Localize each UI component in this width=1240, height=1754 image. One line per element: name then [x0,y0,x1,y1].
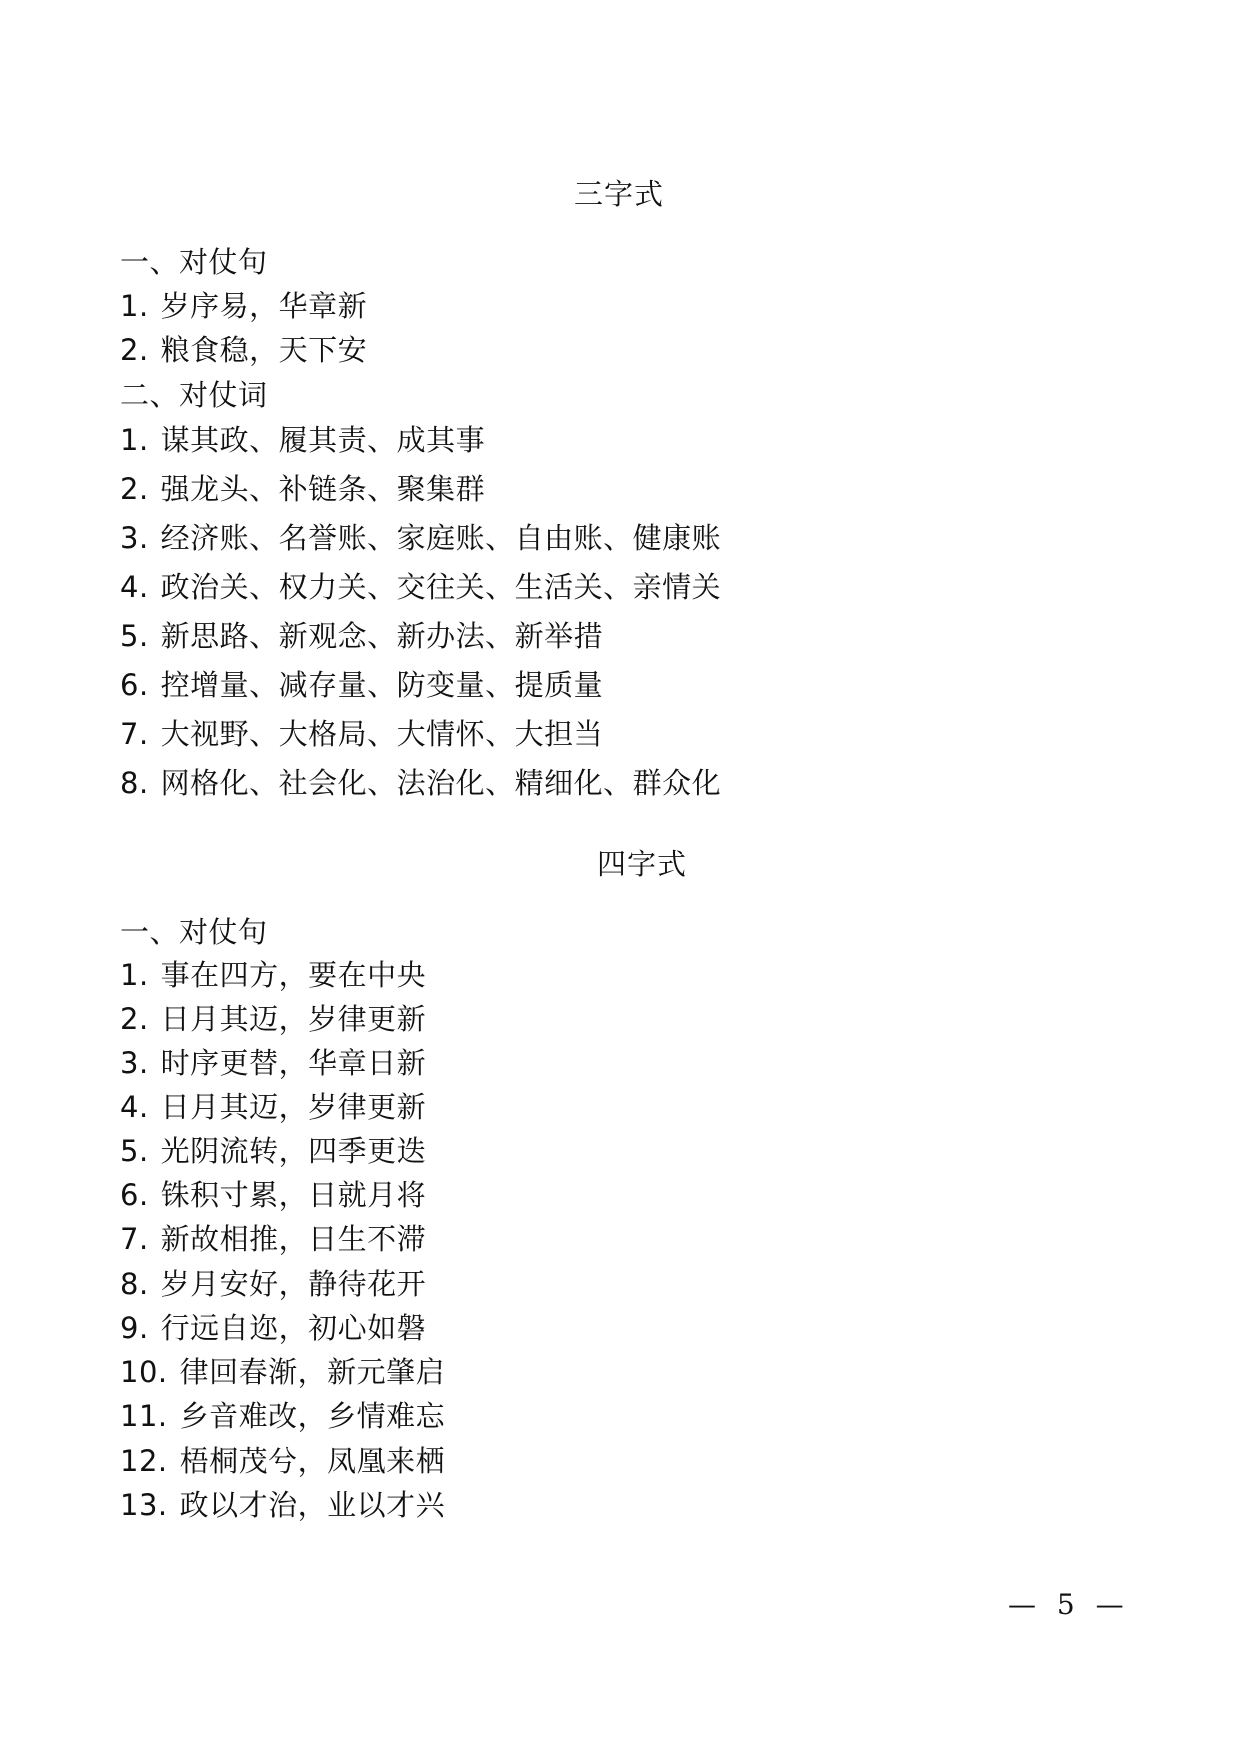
list-item [120,332,367,368]
list-item [120,1177,426,1213]
list-item [120,520,721,556]
part-heading: 二、对仗词 [120,378,268,412]
item-number: 4. [120,570,149,604]
list-item [120,1487,445,1523]
item-number: 2. [120,1002,149,1036]
item-text: 乡音难改，乡情难忘 [179,1399,446,1433]
item-number: 1. [120,958,149,992]
section-title-4: 四字式 [597,847,688,881]
item-text: 新故相推，日生不滞 [160,1222,427,1256]
list-item [120,471,485,507]
item-number: 1. [120,289,149,323]
item-text: 政治关、权力关、交往关、生活关、亲情关 [160,570,722,604]
list-item [120,667,603,703]
item-text: 日月其迈，岁律更新 [160,1090,427,1124]
item-text: 梧桐茂兮，凤凰来栖 [179,1444,446,1478]
part-heading: 一、对仗句 [120,915,268,949]
item-number: 1. [120,423,149,457]
list-item [120,288,367,324]
item-text: 光阴流转，四季更迭 [160,1134,427,1168]
item-number: 11. [120,1399,168,1433]
item-text: 谋其政、履其责、成其事 [160,423,486,457]
list-item [120,716,603,752]
item-number: 10. [120,1355,168,1389]
item-text: 律回春渐，新元肇启 [179,1355,446,1389]
item-number: 2. [120,472,149,506]
item-text: 大视野、大格局、大情怀、大担当 [160,717,604,751]
item-number: 3. [120,1046,149,1080]
item-number: 8. [120,766,149,800]
item-number: 12. [120,1444,168,1478]
list-item [120,765,721,801]
item-text: 日月其迈，岁律更新 [160,1002,427,1036]
item-text: 岁序易，华章新 [160,289,368,323]
part-heading: 一、对仗句 [120,245,268,279]
list-item [120,1398,445,1434]
item-text: 经济账、名誉账、家庭账、自由账、健康账 [160,521,722,555]
item-text: 控增量、减存量、防变量、提质量 [160,668,604,702]
item-number: 13. [120,1488,168,1522]
section-title-3: 三字式 [574,177,665,211]
list-item [120,1089,426,1125]
item-number: 7. [120,717,149,751]
list-item [120,618,603,654]
item-text: 网格化、社会化、法治化、精细化、群众化 [160,766,722,800]
item-number: 6. [120,1178,149,1212]
item-number: 2. [120,333,149,367]
item-number: 5. [120,1134,149,1168]
item-number: 4. [120,1090,149,1124]
item-text: 强龙头、补链条、聚集群 [160,472,486,506]
list-item [120,1045,426,1081]
item-text: 事在四方，要在中央 [160,958,427,992]
list-item [120,957,426,993]
item-text: 铢积寸累，日就月将 [160,1178,427,1212]
item-text: 新思路、新观念、新办法、新举措 [160,619,604,653]
item-text: 政以才治，业以才兴 [179,1488,446,1522]
list-item [120,1266,426,1302]
list-item [120,1133,426,1169]
item-number: 9. [120,1311,149,1345]
item-number: 6. [120,668,149,702]
item-number: 5. [120,619,149,653]
list-item [120,422,485,458]
list-item [120,1310,426,1346]
item-number: 3. [120,521,149,555]
item-text: 粮食稳，天下安 [160,333,368,367]
item-number: 7. [120,1222,149,1256]
list-item [120,1354,445,1390]
item-number: 8. [120,1267,149,1301]
list-item [120,1443,445,1479]
item-text: 时序更替，华章日新 [160,1046,427,1080]
list-item [120,1001,426,1037]
list-item [120,569,721,605]
page-number: — 5 — [1008,1588,1130,1621]
item-text: 行远自迩，初心如磐 [160,1311,427,1345]
item-text: 岁月安好，静待花开 [160,1267,427,1301]
list-item [120,1221,426,1257]
